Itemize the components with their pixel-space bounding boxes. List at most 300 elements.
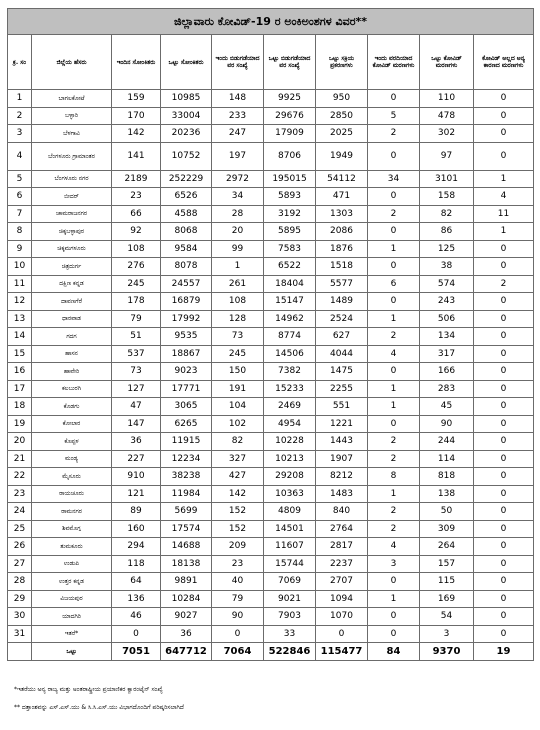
- district-name-cell: ರಾಮನಗರ: [32, 503, 112, 521]
- table-cell: 9027: [161, 608, 212, 626]
- table-cell: 8212: [316, 468, 368, 486]
- table-cell: 818: [420, 468, 474, 486]
- table-cell: 245: [112, 275, 161, 293]
- table-cell: 1876: [316, 240, 368, 258]
- table-cell: 4954: [264, 415, 316, 433]
- table-cell: 158: [420, 188, 474, 206]
- table-cell: 104: [212, 398, 264, 416]
- table-cell: 3192: [264, 205, 316, 223]
- table-cell: 28: [212, 205, 264, 223]
- table-cell: 4: [368, 538, 420, 556]
- table-row: [8, 555, 534, 573]
- table-cell: 45: [420, 398, 474, 416]
- table-cell: 29676: [264, 107, 316, 125]
- table-cell: 147: [112, 415, 161, 433]
- total-cell: 19: [474, 643, 534, 661]
- table-cell: 0: [474, 293, 534, 311]
- table-cell: 15233: [264, 380, 316, 398]
- table-cell: 4809: [264, 503, 316, 521]
- column-header: ಒಟ್ಟು ಕೋವಿಡ್ ಮರಣಗಳು: [420, 35, 474, 90]
- table-cell: 33004: [161, 107, 212, 125]
- table-cell: 15744: [264, 555, 316, 573]
- table-row: [8, 450, 534, 468]
- table-cell: 309: [420, 520, 474, 538]
- table-cell: 23: [8, 485, 32, 503]
- table-cell: 0: [368, 363, 420, 381]
- district-name-cell: ರಾಯಚೂರು: [32, 485, 112, 503]
- table-cell: 141: [112, 142, 161, 170]
- table-cell: 2: [368, 450, 420, 468]
- table-cell: 0: [474, 538, 534, 556]
- table-cell: 6522: [264, 258, 316, 276]
- table-cell: 3: [8, 125, 32, 143]
- table-cell: 2255: [316, 380, 368, 398]
- table-cell: 2972: [212, 170, 264, 188]
- table-cell: 89: [112, 503, 161, 521]
- table-cell: 1: [212, 258, 264, 276]
- table-cell: 233: [212, 107, 264, 125]
- table-cell: 478: [420, 107, 474, 125]
- table-cell: 54112: [316, 170, 368, 188]
- table-cell: 152: [212, 503, 264, 521]
- district-name-cell: ಚಿಕ್ಕಬಳ್ಳಾಪುರ: [32, 223, 112, 241]
- table-cell: 125: [420, 240, 474, 258]
- table-cell: 2025: [316, 125, 368, 143]
- table-cell: 30: [8, 608, 32, 626]
- total-cell: 115477: [316, 643, 368, 661]
- district-name-cell: ಶಿವಮೊಗ್ಗ: [32, 520, 112, 538]
- table-cell: 18: [8, 398, 32, 416]
- table-cell: 8774: [264, 328, 316, 346]
- table-cell: 92: [112, 223, 161, 241]
- table-cell: 160: [112, 520, 161, 538]
- total-cell: 84: [368, 643, 420, 661]
- table-cell: 252229: [161, 170, 212, 188]
- table-cell: 1094: [316, 590, 368, 608]
- district-name-cell: ಯಾದಗಿರಿ: [32, 608, 112, 626]
- table-cell: 11984: [161, 485, 212, 503]
- district-name-cell: ಧಾರವಾಡ: [32, 310, 112, 328]
- table-cell: 537: [112, 345, 161, 363]
- table-cell: 243: [420, 293, 474, 311]
- table-title: ಜಿಲ್ಲಾವಾರು ಕೋವಿಡ್-19 ರ ಅಂಕಿಅಂಶಗಳ ವಿವರ**: [8, 9, 534, 35]
- table-cell: 0: [474, 555, 534, 573]
- table-cell: 9925: [264, 90, 316, 108]
- district-name-cell: ಗದಗ: [32, 328, 112, 346]
- table-cell: 2850: [316, 107, 368, 125]
- table-cell: 20: [212, 223, 264, 241]
- table-cell: 1: [474, 170, 534, 188]
- table-row: [8, 538, 534, 556]
- table-cell: 0: [474, 328, 534, 346]
- table-cell: 574: [420, 275, 474, 293]
- table-cell: 1: [368, 398, 420, 416]
- table-cell: 25: [8, 520, 32, 538]
- table-cell: 2: [368, 125, 420, 143]
- table-cell: 115: [420, 573, 474, 591]
- table-row: [8, 363, 534, 381]
- table-cell: 5577: [316, 275, 368, 293]
- table-cell: 10363: [264, 485, 316, 503]
- column-header: ಒಟ್ಟು ಸೋಂಕಿತರು: [161, 35, 212, 90]
- table-cell: 2: [368, 205, 420, 223]
- table-cell: 23: [112, 188, 161, 206]
- table-row: [8, 142, 534, 170]
- table-row: [8, 485, 534, 503]
- table-cell: 20236: [161, 125, 212, 143]
- table-cell: 0: [474, 608, 534, 626]
- table-cell: 17771: [161, 380, 212, 398]
- table-cell: 11: [474, 205, 534, 223]
- table-cell: 0: [474, 625, 534, 643]
- table-cell: 283: [420, 380, 474, 398]
- district-name-cell: ಚಿತ್ರದುರ್ಗ: [32, 258, 112, 276]
- table-row: [8, 398, 534, 416]
- table-cell: 2469: [264, 398, 316, 416]
- table-cell: 209: [212, 538, 264, 556]
- total-cell: 9370: [420, 643, 474, 661]
- table-cell: 302: [420, 125, 474, 143]
- table-row: [8, 573, 534, 591]
- table-cell: 1489: [316, 293, 368, 311]
- table-cell: 244: [420, 433, 474, 451]
- table-cell: 38238: [161, 468, 212, 486]
- table-cell: 15: [8, 345, 32, 363]
- table-cell: 2086: [316, 223, 368, 241]
- table-cell: 1949: [316, 142, 368, 170]
- table-cell: 1: [368, 240, 420, 258]
- table-body: [8, 90, 534, 661]
- district-name-cell: ಬಾಗಲಕೋಟೆ: [32, 90, 112, 108]
- table-cell: 134: [420, 328, 474, 346]
- table-row: [8, 107, 534, 125]
- column-header: ಜಿಲ್ಲೆಯ ಹೆಸರು: [32, 35, 112, 90]
- district-name-cell: ಹಾವೇರಿ: [32, 363, 112, 381]
- table-cell: 0: [474, 258, 534, 276]
- table-cell: 3: [420, 625, 474, 643]
- table-cell: 1: [368, 310, 420, 328]
- table-cell: 16: [8, 363, 32, 381]
- table-cell: 114: [420, 450, 474, 468]
- table-row: [8, 258, 534, 276]
- total-cell: 7064: [212, 643, 264, 661]
- column-header: ಒಟ್ಟು ಬಿಡುಗಡೆಯಾದ ವರ ಸಂಖ್ಯೆ: [264, 35, 316, 90]
- table-cell: 152: [212, 520, 264, 538]
- table-cell: 6: [8, 188, 32, 206]
- table-row: [8, 125, 534, 143]
- covid-district-table-container: [7, 8, 533, 661]
- district-name-cell: ಕೊಡಗು: [32, 398, 112, 416]
- table-cell: 26: [8, 538, 32, 556]
- table-row: [8, 520, 534, 538]
- table-cell: 138: [420, 485, 474, 503]
- column-header: ಇಂದಿನ ಸೋಂಕಿತರು: [112, 35, 161, 90]
- table-row: [8, 590, 534, 608]
- table-cell: 14501: [264, 520, 316, 538]
- table-cell: 18867: [161, 345, 212, 363]
- table-cell: 10985: [161, 90, 212, 108]
- table-cell: 195015: [264, 170, 316, 188]
- district-name-cell: ಇತರೆ*: [32, 625, 112, 643]
- table-cell: 1: [8, 90, 32, 108]
- table-cell: 1: [368, 590, 420, 608]
- table-cell: 3: [368, 555, 420, 573]
- table-cell: 5893: [264, 188, 316, 206]
- table-cell: 0: [474, 450, 534, 468]
- table-row: [8, 170, 534, 188]
- table-cell: 11607: [264, 538, 316, 556]
- total-cell: [8, 643, 32, 661]
- table-cell: 7069: [264, 573, 316, 591]
- table-cell: 627: [316, 328, 368, 346]
- table-cell: 90: [212, 608, 264, 626]
- table-cell: 0: [368, 415, 420, 433]
- table-cell: 17: [8, 380, 32, 398]
- table-cell: 2524: [316, 310, 368, 328]
- district-name-cell: ಚಿಕ್ಕಮಗಳೂರು: [32, 240, 112, 258]
- table-cell: 14506: [264, 345, 316, 363]
- table-cell: 8: [8, 223, 32, 241]
- table-cell: 0: [368, 142, 420, 170]
- table-cell: 0: [368, 223, 420, 241]
- table-cell: 6265: [161, 415, 212, 433]
- table-cell: 9535: [161, 328, 212, 346]
- table-cell: 1221: [316, 415, 368, 433]
- table-cell: 0: [368, 608, 420, 626]
- table-cell: 28: [8, 573, 32, 591]
- table-cell: 0: [474, 345, 534, 363]
- table-row: [8, 328, 534, 346]
- table-cell: 910: [112, 468, 161, 486]
- table-row: [8, 188, 534, 206]
- table-cell: 4044: [316, 345, 368, 363]
- table-cell: 73: [212, 328, 264, 346]
- table-cell: 5: [368, 107, 420, 125]
- table-cell: 471: [316, 188, 368, 206]
- table-cell: 34: [212, 188, 264, 206]
- table-cell: 54: [420, 608, 474, 626]
- table-cell: 46: [112, 608, 161, 626]
- table-cell: 6526: [161, 188, 212, 206]
- district-name-cell: ಚಾಮರಾಜನಗರ: [32, 205, 112, 223]
- table-cell: 0: [474, 468, 534, 486]
- table-cell: 1070: [316, 608, 368, 626]
- table-cell: 0: [112, 625, 161, 643]
- table-cell: 14962: [264, 310, 316, 328]
- table-cell: 12234: [161, 450, 212, 468]
- table-cell: 47: [112, 398, 161, 416]
- district-name-cell: ತುಮಕೂರು: [32, 538, 112, 556]
- table-cell: 13: [8, 310, 32, 328]
- table-cell: 0: [474, 398, 534, 416]
- table-cell: 0: [474, 90, 534, 108]
- district-name-cell: ಬೀದರ್: [32, 188, 112, 206]
- table-cell: 0: [474, 240, 534, 258]
- table-cell: 0: [474, 363, 534, 381]
- table-cell: 1907: [316, 450, 368, 468]
- table-cell: 0: [368, 90, 420, 108]
- table-cell: 227: [112, 450, 161, 468]
- table-cell: 1483: [316, 485, 368, 503]
- table-cell: 1: [368, 380, 420, 398]
- table-cell: 29208: [264, 468, 316, 486]
- table-cell: 10: [8, 258, 32, 276]
- table-cell: 8: [368, 468, 420, 486]
- table-cell: 51: [112, 328, 161, 346]
- table-cell: 245: [212, 345, 264, 363]
- table-cell: 1443: [316, 433, 368, 451]
- total-label-cell: ಒಟ್ಟು: [32, 643, 112, 661]
- table-cell: 10752: [161, 142, 212, 170]
- table-cell: 22: [8, 468, 32, 486]
- table-cell: 2: [368, 503, 420, 521]
- table-cell: 0: [368, 625, 420, 643]
- table-cell: 2: [474, 275, 534, 293]
- table-cell: 150: [212, 363, 264, 381]
- column-header: ಇಂದು ಬಿಡುಗಡೆಯಾದ ವರ ಸಂಖ್ಯೆ: [212, 35, 264, 90]
- table-cell: 0: [474, 380, 534, 398]
- table-cell: 79: [112, 310, 161, 328]
- table-cell: 1: [474, 223, 534, 241]
- table-cell: 170: [112, 107, 161, 125]
- table-cell: 11915: [161, 433, 212, 451]
- table-cell: 128: [212, 310, 264, 328]
- table-row: [8, 275, 534, 293]
- table-cell: 2707: [316, 573, 368, 591]
- district-name-cell: ಉಡುಪಿ: [32, 555, 112, 573]
- table-cell: 0: [474, 520, 534, 538]
- table-cell: 118: [112, 555, 161, 573]
- table-row: [8, 468, 534, 486]
- table-cell: 14: [8, 328, 32, 346]
- table-cell: 10228: [264, 433, 316, 451]
- table-cell: 18138: [161, 555, 212, 573]
- table-cell: 24: [8, 503, 32, 521]
- table-cell: 10284: [161, 590, 212, 608]
- table-cell: 5699: [161, 503, 212, 521]
- table-cell: 36: [161, 625, 212, 643]
- table-cell: 64: [112, 573, 161, 591]
- table-cell: 33: [264, 625, 316, 643]
- table-cell: 9: [8, 240, 32, 258]
- district-name-cell: ಬೆಳಗಾವಿ: [32, 125, 112, 143]
- table-cell: 9891: [161, 573, 212, 591]
- table-cell: 264: [420, 538, 474, 556]
- table-cell: 34: [368, 170, 420, 188]
- table-cell: 178: [112, 293, 161, 311]
- table-cell: 294: [112, 538, 161, 556]
- table-cell: 2817: [316, 538, 368, 556]
- column-header: ಕ್ರ. ಸಂ: [8, 35, 32, 90]
- table-cell: 317: [420, 345, 474, 363]
- table-cell: 0: [368, 293, 420, 311]
- table-cell: 4588: [161, 205, 212, 223]
- table-cell: 11: [8, 275, 32, 293]
- table-cell: 2: [368, 328, 420, 346]
- table-cell: 6: [368, 275, 420, 293]
- district-name-cell: ದಾವಣಗೆರೆ: [32, 293, 112, 311]
- table-cell: 18404: [264, 275, 316, 293]
- table-cell: 73: [112, 363, 161, 381]
- table-row: [8, 310, 534, 328]
- table-row: [8, 380, 534, 398]
- district-name-cell: ಮೈಸೂರು: [32, 468, 112, 486]
- table-cell: 110: [420, 90, 474, 108]
- table-cell: 142: [112, 125, 161, 143]
- table-cell: 276: [112, 258, 161, 276]
- table-cell: 27: [8, 555, 32, 573]
- table-cell: 0: [474, 485, 534, 503]
- table-cell: 50: [420, 503, 474, 521]
- table-cell: 17909: [264, 125, 316, 143]
- table-cell: 3065: [161, 398, 212, 416]
- table-cell: 12: [8, 293, 32, 311]
- table-cell: 20: [8, 433, 32, 451]
- table-cell: 31: [8, 625, 32, 643]
- table-cell: 8706: [264, 142, 316, 170]
- table-cell: 97: [420, 142, 474, 170]
- table-cell: 2: [8, 107, 32, 125]
- total-row: [8, 643, 534, 661]
- table-cell: 159: [112, 90, 161, 108]
- table-cell: 82: [212, 433, 264, 451]
- table-cell: 2: [368, 433, 420, 451]
- table-cell: 166: [420, 363, 474, 381]
- table-cell: 169: [420, 590, 474, 608]
- table-cell: 7382: [264, 363, 316, 381]
- total-cell: 522846: [264, 643, 316, 661]
- table-row: [8, 293, 534, 311]
- table-cell: 0: [474, 503, 534, 521]
- table-cell: 0: [474, 573, 534, 591]
- district-name-cell: ಬೆಂಗಳೂರು ಗ್ರಾಮಾಂತರ: [32, 142, 112, 170]
- column-header: ಕೋವಿಡ್ ಅಲ್ಲದ ಅನ್ಯ ಕಾರಣದ ಮರಣಗಳು: [474, 35, 534, 90]
- table-cell: 261: [212, 275, 264, 293]
- table-cell: 247: [212, 125, 264, 143]
- column-header: ಒಟ್ಟು ಸಕ್ರಿಯ ಪ್ರಕರಣಗಳು: [316, 35, 368, 90]
- header-row: [8, 35, 534, 90]
- table-cell: 121: [112, 485, 161, 503]
- district-name-cell: ಬಳ್ಳಾರಿ: [32, 107, 112, 125]
- table-cell: 1: [368, 485, 420, 503]
- district-name-cell: ಉತ್ತರ ಕನ್ನಡ: [32, 573, 112, 591]
- table-cell: 9021: [264, 590, 316, 608]
- table-cell: 197: [212, 142, 264, 170]
- table-cell: 0: [368, 573, 420, 591]
- table-cell: 0: [474, 125, 534, 143]
- table-row: [8, 625, 534, 643]
- table-cell: 17574: [161, 520, 212, 538]
- table-cell: 17992: [161, 310, 212, 328]
- table-cell: 157: [420, 555, 474, 573]
- table-cell: 0: [474, 107, 534, 125]
- footnote-data-source: ** ದತ್ತಾಂಶವನ್ನು ಎಸ್.ಎಸ್.ಯು & ಸಿ.ಸಿ.ಎಸ್.ಯು ವಿಭಾಗದೊಂದಿಗೆ ಪರಿಷ್ಕರಿಸಲಾಗಿದೆ: [14, 704, 184, 711]
- table-cell: 0: [474, 415, 534, 433]
- district-name-cell: ಕಲಬುರಗಿ: [32, 380, 112, 398]
- table-cell: 3101: [420, 170, 474, 188]
- table-cell: 0: [474, 590, 534, 608]
- table-cell: 21: [8, 450, 32, 468]
- table-row: [8, 433, 534, 451]
- table-cell: 108: [212, 293, 264, 311]
- table-cell: 108: [112, 240, 161, 258]
- table-cell: 2189: [112, 170, 161, 188]
- table-row: [8, 223, 534, 241]
- table-cell: 148: [212, 90, 264, 108]
- district-name-cell: ಬೆಂಗಳೂರು ನಗರ: [32, 170, 112, 188]
- table-row: [8, 205, 534, 223]
- table-cell: 2764: [316, 520, 368, 538]
